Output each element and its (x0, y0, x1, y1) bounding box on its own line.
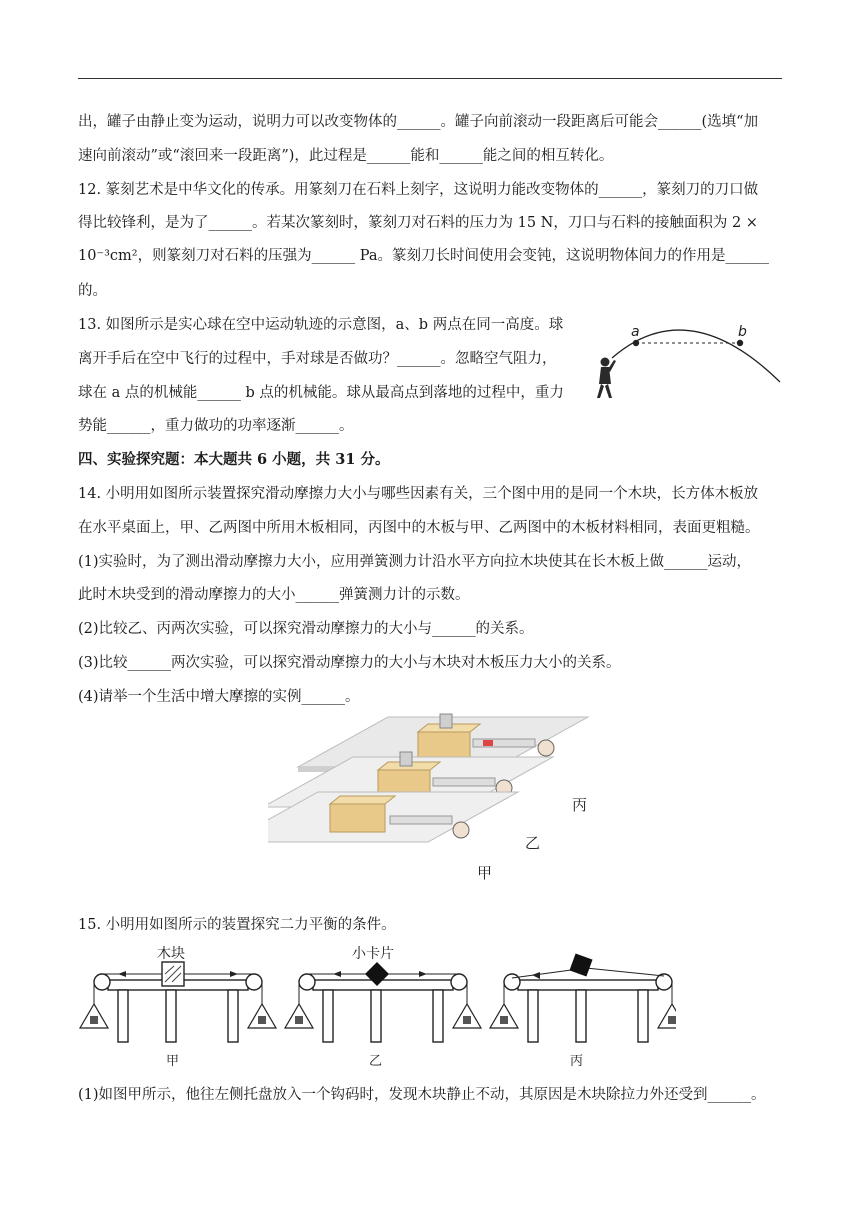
point-a-dot (633, 340, 639, 346)
q14-sub1-line-2: 此时木块受到的滑动摩擦力的大小______弹簧测力计的示数。 (78, 587, 470, 603)
q14-sub3: (3)比较______两次实验，可以探究滑动摩擦力的大小与木块对木板压力大小的关系。 (78, 655, 621, 671)
q12-line-4: 的。 (78, 283, 107, 299)
friction-experiment-figure (268, 712, 598, 882)
q11-line-1: 出，罐子由静止变为运动，说明力可以改变物体的______。罐子向前滚动一段距离后可能会______(选填“加 (78, 114, 759, 130)
fig14-label-bing: 丙 (572, 796, 588, 814)
q14-sub4: (4)请举一个生活中增大摩擦的实例______。 (78, 689, 360, 705)
q11-line-2: 速向前滚动”或“滚回来一段距离”)，此过程是______能和______能之间的相互转化。 (78, 148, 614, 164)
header-rule (78, 78, 782, 79)
q13-line-4: 势能______，重力做功的功率逐渐______。 (78, 418, 354, 434)
hand-bing (538, 740, 554, 756)
fig15-label-card: 小卡片 (352, 946, 394, 962)
tilted-card (569, 953, 592, 976)
q14-line-2: 在水平桌面上，甲、乙两图中所用木板相同，丙图中的木板与甲、乙两图中的木板材料相同，表面更粗糙。 (78, 520, 760, 536)
q12-line-2: 得比较锋利，是为了______。若某次篆刻时，篆刻刀对石料的压力为 15 N，刀口与石料的接触面积为 2 × (78, 215, 758, 231)
setup-yi (285, 962, 481, 1042)
setup-bing (490, 953, 676, 1042)
weight-bing (440, 714, 452, 728)
point-b-label: b (738, 324, 747, 340)
thrower-icon (597, 358, 616, 399)
fig14-label-yi: 乙 (525, 834, 541, 852)
fig15-caption-bing: 丙 (570, 1054, 584, 1069)
spring-scale-yi (433, 778, 495, 786)
q13-line-1: 13. 如图所示是实心球在空中运动轨迹的示意图，a、b 两点在同一高度。球 (78, 317, 564, 333)
board-jia (268, 792, 518, 842)
q15-line-1: 15. 小明用如图所示的装置探究二力平衡的条件。 (78, 917, 396, 933)
q14-sub1-line-1: (1)实验时，为了测出滑动摩擦力大小，应用弹簧测力计沿水平方向拉木块使其在长木板上做______运动， (78, 554, 752, 570)
point-a-label: a (631, 324, 640, 340)
q13-line-3: 球在 a 点的机械能______ b 点的机械能。球从最高点到落地的过程中，重力 (78, 385, 564, 401)
q15-sub1: (1)如图甲所示，他往左侧托盘放入一个钩码时，发现木块静止不动，其原因是木块除拉力外还受到______。 (78, 1087, 766, 1103)
block-bing (418, 732, 470, 758)
spring-scale-bing (473, 739, 535, 747)
fig15-label-block: 木块 (157, 946, 185, 962)
point-b-dot (737, 340, 743, 346)
fig15-caption-jia: 甲 (166, 1054, 180, 1069)
q13-line-2: 离开手后在空中飞行的过程中，手对球是否做功？______。忽略空气阻力， (78, 351, 557, 367)
q14-sub2: (2)比较乙、丙两次实验，可以探究滑动摩擦力的大小与______的关系。 (78, 621, 534, 637)
fig15-caption-yi: 乙 (369, 1054, 383, 1069)
weight-yi (400, 752, 412, 766)
fig14-label-jia: 甲 (477, 864, 493, 882)
setup-jia (80, 962, 276, 1042)
block-jia (330, 804, 385, 832)
trajectory-figure (588, 312, 784, 404)
spring-scale-jia (390, 816, 452, 824)
q12-line-3: 10⁻³cm²，则篆刻刀对石料的压强为______ Pa。篆刻刀长时间使用会变钝，这说明物体间力的作用是______ (78, 248, 769, 264)
q14-line-1: 14. 小明用如图所示装置探究滑动摩擦力大小与哪些因素有关，三个图中用的是同一个木块，长方体木板放 (78, 486, 759, 502)
hand-jia (453, 822, 469, 838)
section-heading: 四、实验探究题：本大题共 6 小题，共 31 分。 (78, 451, 390, 468)
q12-line-1: 12. 篆刻艺术是中华文化的传承。用篆刻刀在石料上刻字，这说明力能改变物体的______，篆刻刀的刀口做 (78, 182, 759, 198)
